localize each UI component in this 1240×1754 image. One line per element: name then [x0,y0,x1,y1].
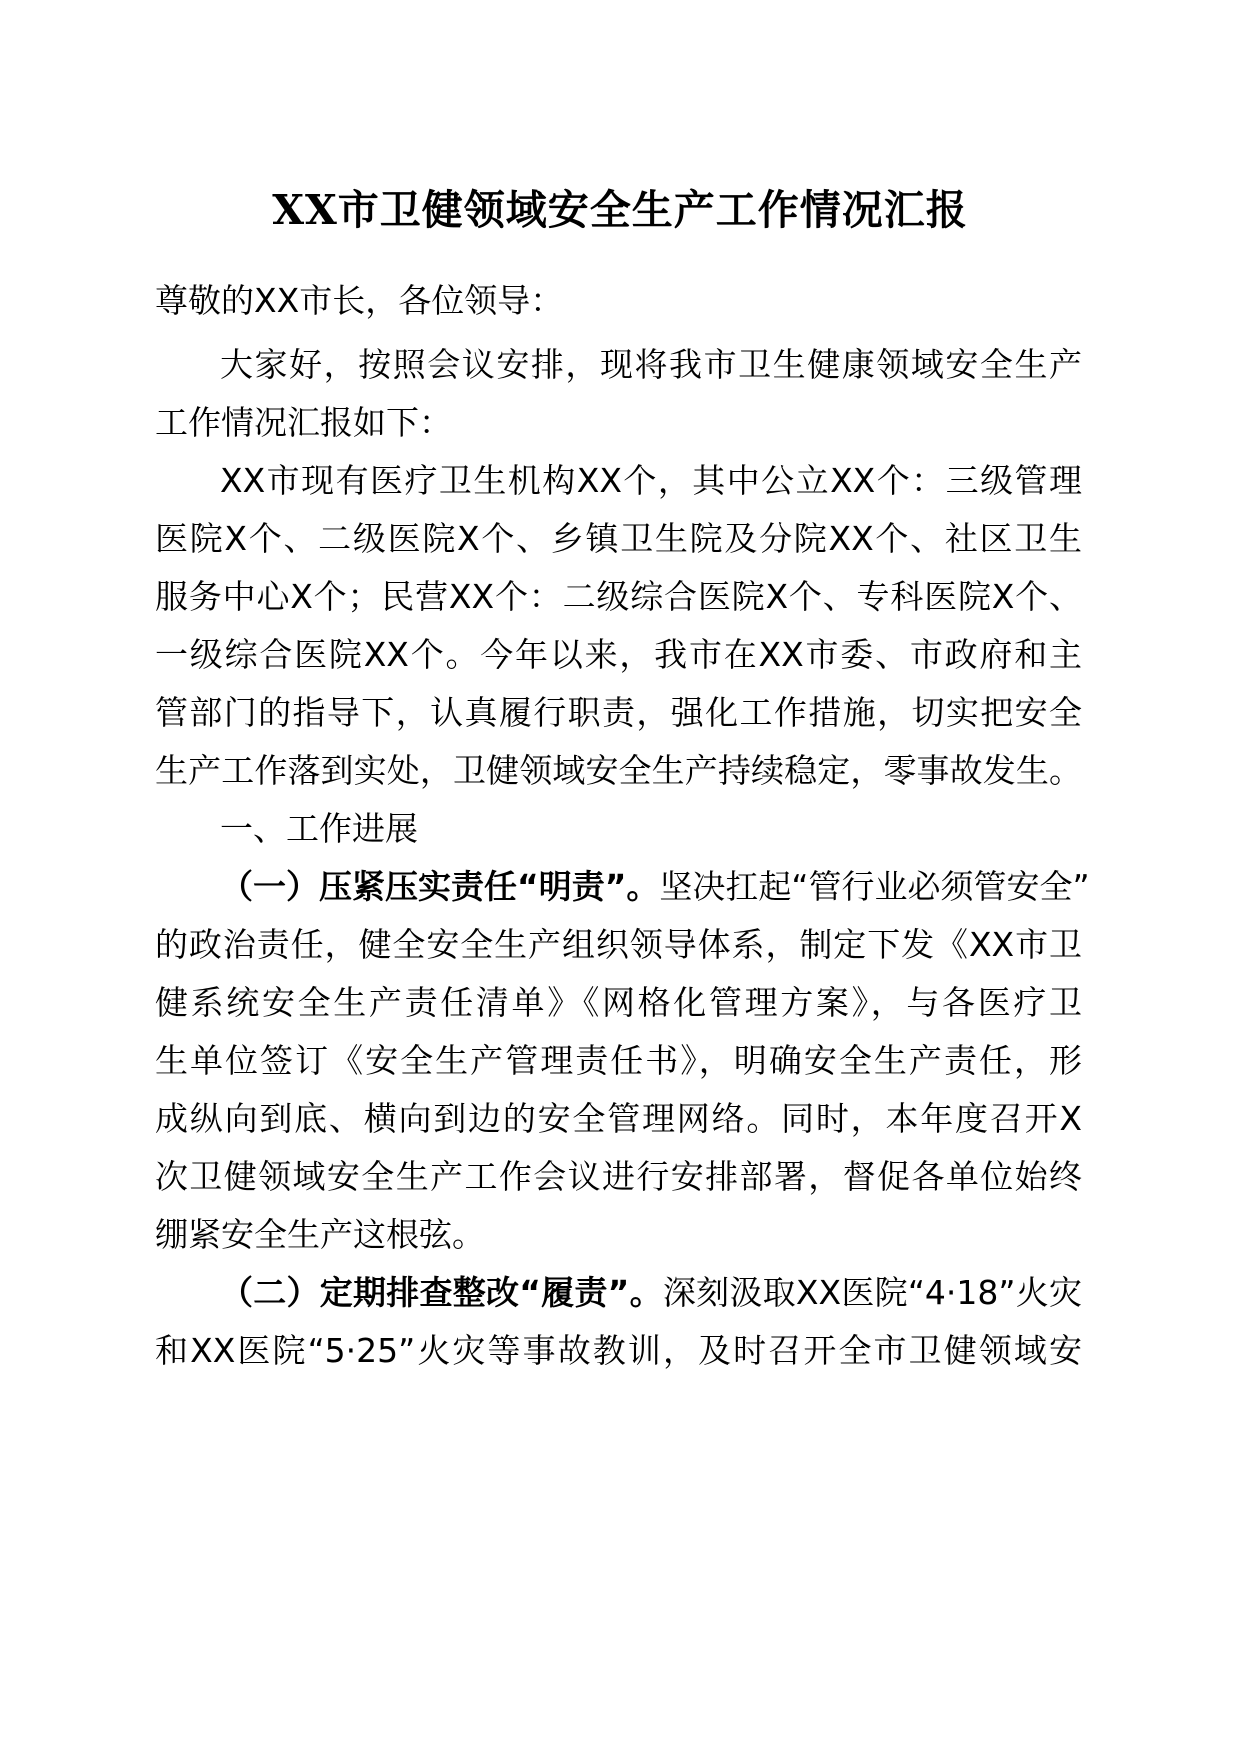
para1-line1: 大家好，按照会议安排，现将我市卫生健康领域安全生产 [220,345,1082,384]
sub2-heading: （二）定期排查整改“履责”。 [220,1273,663,1312]
sub2-line1 [220,1271,1082,1315]
para2-line4: 一级综合医院XX个。今年以来，我市在XX市委、市政府和主 [155,635,1082,674]
sub1-line2: 的政治责任，健全安全生产组织领导体系，制定下发《XX市卫 [155,925,1082,964]
para2-line6: 生产工作落到实处，卫健领域安全生产持续稳定，零事故发生。 [155,751,1082,790]
para2-line3: 服务中心X个；民营XX个：二级综合医院X个、专科医院X个、 [155,577,1082,616]
sub1-line7: 绷紧安全生产这根弦。 [155,1215,485,1254]
sub2-line2: 和XX医院“5·25”火灾等事故教训，及时召开全市卫健领域安 [155,1331,1082,1370]
sub1-line1 [220,865,1090,909]
sub1-line4: 生单位签订《安全生产管理责任书》，明确安全生产责任，形 [155,1041,1082,1080]
para2-line2: 医院X个、二级医院X个、乡镇卫生院及分院XX个、社区卫生 [155,519,1082,558]
para1-line2: 工作情况汇报如下： [155,403,452,442]
section1-heading: 一、工作进展 [220,809,418,848]
sub2-line1-text: 深刻汲取XX医院“4·18”火灾 [662,1273,1082,1312]
document-title: XX市卫健领域安全生产工作情况汇报 [272,186,968,234]
sub1-line6: 次卫健领域安全生产工作会议进行安排部署，督促各单位始终 [155,1157,1082,1196]
para2-line1: XX市现有医疗卫生机构XX个，其中公立XX个：三级管理 [220,461,1082,500]
salutation: 尊敬的XX市长，各位领导： [155,281,564,320]
sub1-line5: 成纵向到底、横向到边的安全管理网络。同时，本年度召开X [155,1099,1082,1138]
sub1-line1-text: 坚决扛起“管行业必须管安全” [659,867,1090,906]
para2-line5: 管部门的指导下，认真履行职责，强化工作措施，切实把安全 [155,693,1082,732]
sub1-heading: （一）压紧压实责任“明责”。 [220,867,660,906]
sub1-line3: 健系统安全生产责任清单》《网格化管理方案》，与各医疗卫 [155,983,1082,1022]
